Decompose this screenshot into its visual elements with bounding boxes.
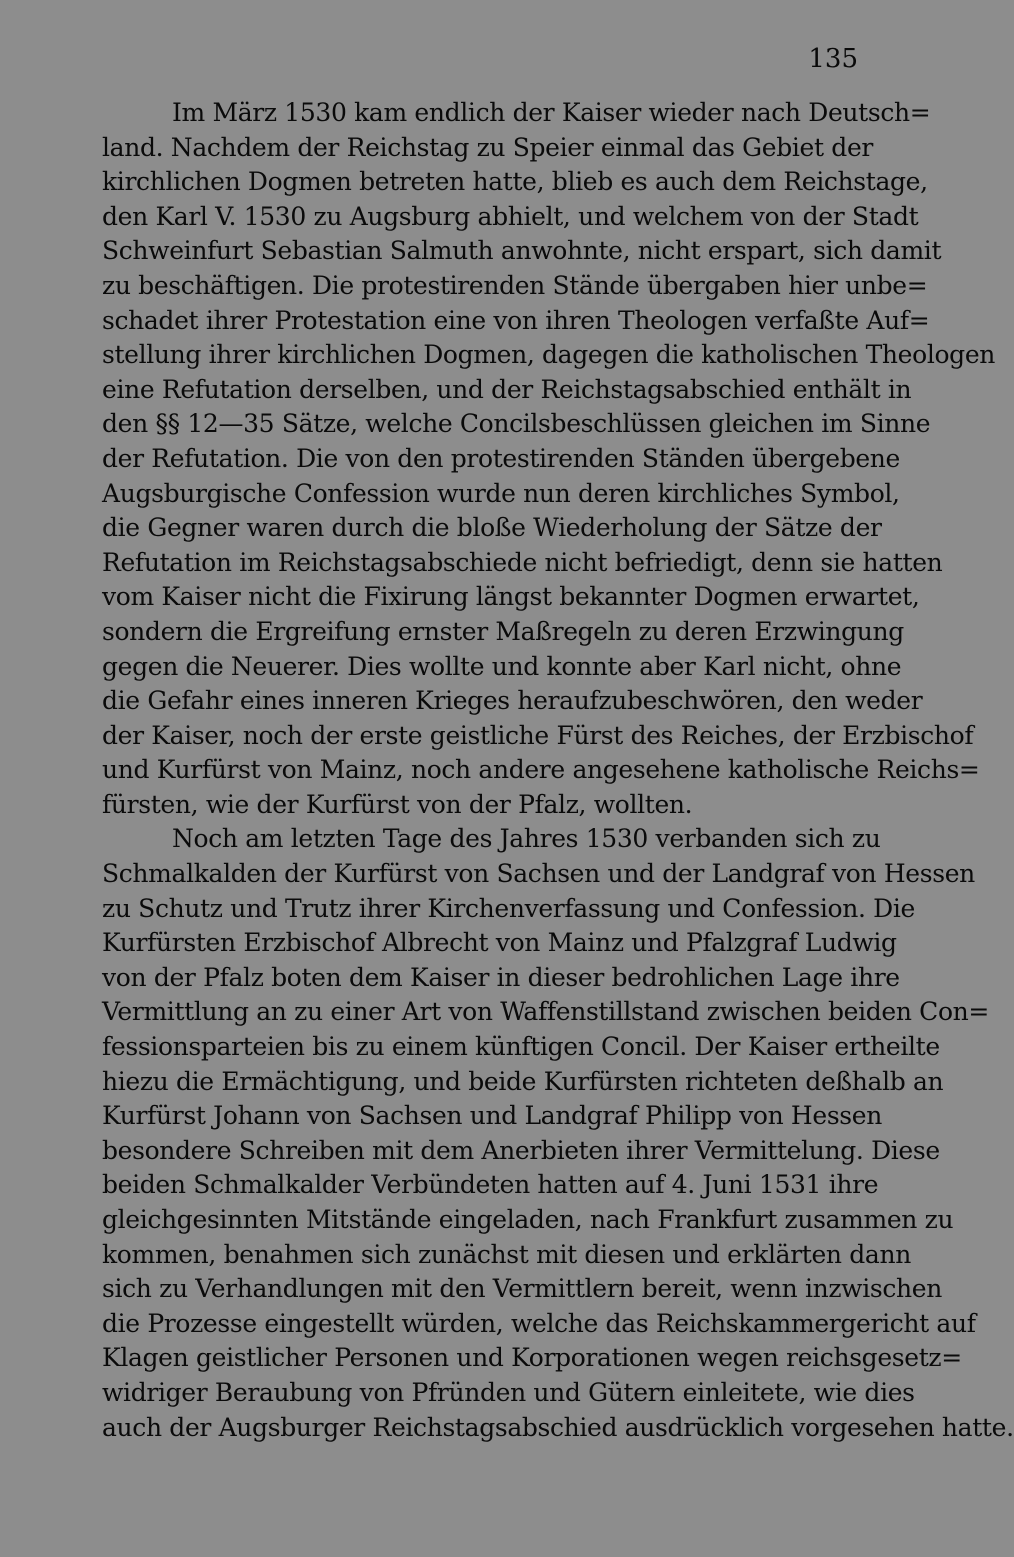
text-line: zu Schutz und Trutz ihrer Kirchenverfassung und Confession. Die (102, 893, 915, 923)
text-line: von der Pfalz boten dem Kaiser in dieser bedrohlichen Lage ihre (102, 962, 900, 992)
text-line: stellung ihrer kirchlichen Dogmen, dagegen die katholischen Theologen (102, 340, 996, 370)
text-line: land. Nachdem der Reichstag zu Speier einmal das Gebiet der (102, 132, 873, 162)
text-line: widriger Beraubung von Pfründen und Gütern einleitete, wie dies (102, 1377, 915, 1407)
text-line: fessionsparteien bis zu einem künftigen Concil. Der Kaiser ertheilte (102, 1032, 940, 1062)
text-line: Klagen geistlicher Personen und Korporationen wegen reichsgesetz= (102, 1343, 962, 1373)
text-line: gleichgesinnten Mitstände eingeladen, nach Frankfurt zusammen zu (102, 1205, 954, 1234)
text-line: hiezu die Ermächtigung, und beide Kurfürsten richteten deßhalb an (102, 1066, 944, 1096)
text-line: und Kurfürst von Mainz, noch andere angesehene katholische Reichs= (102, 755, 980, 785)
text-line: die Gegner waren durch die bloße Wiederholung der Sätze der (102, 513, 882, 543)
body-text (102, 96, 1014, 1445)
text-line: kirchlichen Dogmen betreten hatte, blieb es auch dem Reichstage, (102, 167, 928, 197)
text-line: die Prozesse eingestellt würden, welche das Reichskammergericht auf (102, 1308, 976, 1338)
text-line: Schweinfurt Sebastian Salmuth anwohnte, nicht erspart, sich damit (102, 236, 942, 266)
text-line: sich zu Verhandlungen mit den Vermittlern bereit, wenn inzwischen (102, 1274, 942, 1304)
text-line: zu beschäftigen. Die protestirenden Stände übergaben hier unbe= (102, 270, 928, 300)
text-line: eine Refutation derselben, und der Reichstagsabschied enthält in (102, 374, 912, 404)
text-line: schadet ihrer Protestation eine von ihren Theologen verfaßte Auf= (102, 305, 930, 335)
text-line: beiden Schmalkalder Verbündeten hatten auf 4. Juni 1531 ihre (102, 1170, 879, 1200)
text-line: fürsten, wie der Kurfürst von der Pfalz, wollten. (102, 789, 693, 819)
text-line: die Gefahr eines inneren Krieges heraufzubeschwören, den weder (102, 686, 923, 716)
text-line: Augsburgische Confession wurde nun deren kirchliches Symbol, (102, 478, 900, 508)
text-line: vom Kaiser nicht die Fixirung längst bekannter Dogmen erwartet, (102, 582, 920, 612)
text-line: gegen die Neuerer. Dies wollte und konnte aber Karl nicht, ohne (102, 651, 902, 681)
text-line: den Karl V. 1530 zu Augsburg abhielt, und welchem von der Stadt (102, 201, 919, 231)
text-line: besondere Schreiben mit dem Anerbieten ihrer Vermittelung. Diese (102, 1135, 940, 1165)
page-number: 135 (808, 44, 858, 74)
text-line: Kurfürst Johann von Sachsen und Landgraf Philipp von Hessen (102, 1101, 882, 1131)
text-line: Im März 1530 kam endlich der Kaiser wieder nach Deutsch= (172, 98, 931, 127)
text-line: Vermittlung an zu einer Art von Waffenstillstand zwischen beiden Con= (102, 997, 990, 1027)
text-line: den §§ 12—35 Sätze, welche Concilsbeschlüssen gleichen im Sinne (102, 409, 931, 439)
text-line: Kurfürsten Erzbischof Albrecht von Mainz und Pfalzgraf Ludwig (102, 928, 897, 958)
text-line: sondern die Ergreifung ernster Maßregeln zu deren Erzwingung (102, 616, 904, 646)
text-line: Noch am letzten Tage des Jahres 1530 verbanden sich zu (172, 824, 881, 854)
text-line: kommen, benahmen sich zunächst mit diesen und erklärten dann (102, 1239, 911, 1269)
text-line: der Kaiser, noch der erste geistliche Fürst des Reiches, der Erzbischof (102, 720, 974, 750)
text-line: Refutation im Reichstagsabschiede nicht befriedigt, denn sie hatten (102, 547, 943, 577)
text-line: der Refutation. Die von den protestirenden Ständen übergebene (102, 443, 900, 473)
text-line: auch der Augsburger Reichstagsabschied ausdrücklich vorgesehen hatte. (102, 1412, 1014, 1442)
text-line: Schmalkalden der Kurfürst von Sachsen und der Landgraf von Hessen (102, 859, 975, 889)
